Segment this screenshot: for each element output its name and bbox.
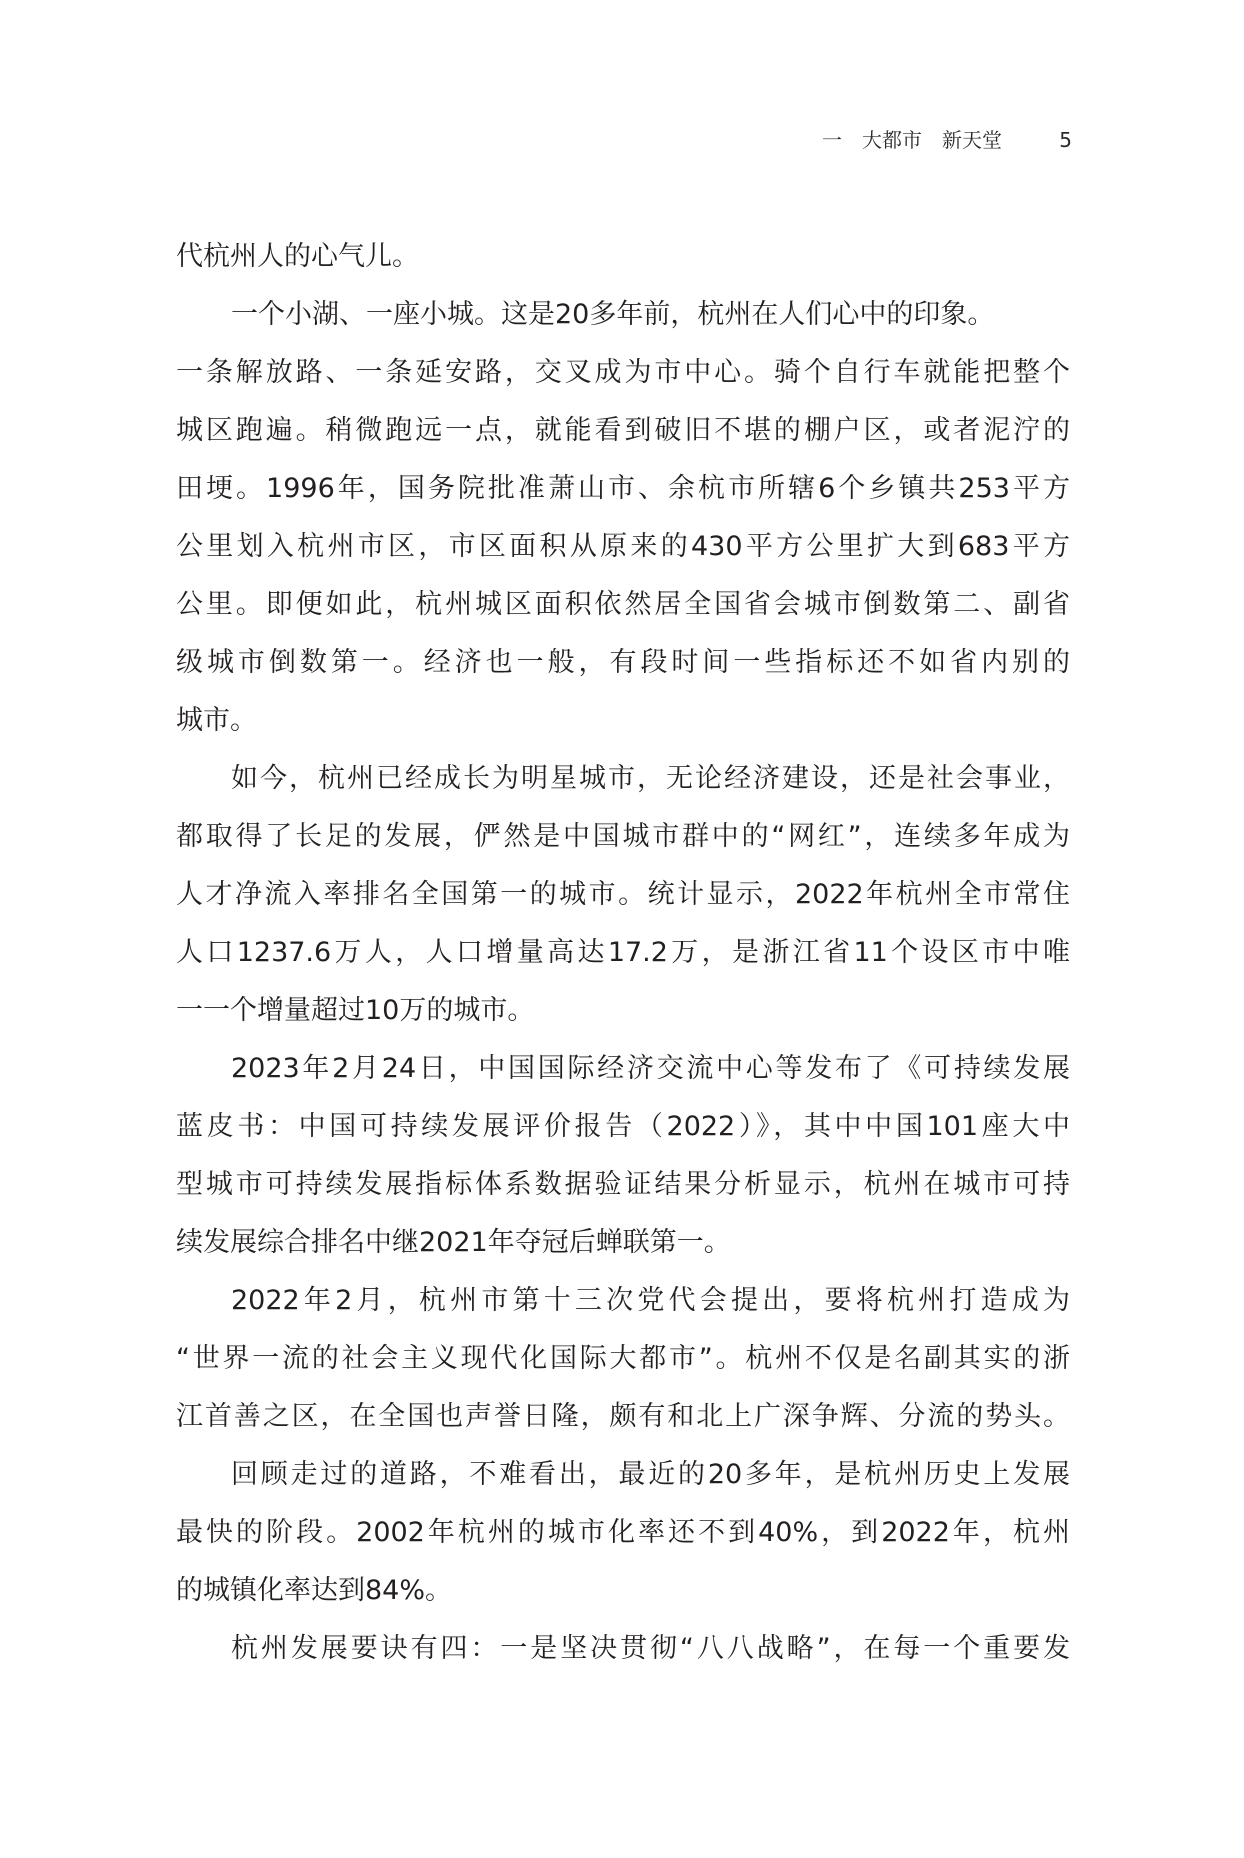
text-line: 人才净流入率排名全国第一的城市。统计显示，2022年杭州全市常住 bbox=[176, 879, 1070, 910]
text-line: 人口1237.6万人，人口增量高达17.2万，是浙江省11个设区市中唯 bbox=[176, 937, 1070, 968]
text-line: 2023年2月24日，中国国际经济交流中心等发布了《可持续发展 bbox=[231, 1053, 1070, 1084]
text-line: 都取得了长足的发展，俨然是中国城市群中的“网红”，连续多年成为 bbox=[176, 821, 1070, 852]
running-head-title: 一 大都市 新天堂 bbox=[822, 128, 1002, 152]
text-line: 城区跑遍。稍微跑远一点，就能看到破旧不堪的棚户区，或者泥泞的 bbox=[176, 415, 1070, 446]
text-line: 续发展综合排名中继2021年夺冠后蝉联第一。 bbox=[176, 1227, 731, 1258]
running-head bbox=[822, 126, 1072, 154]
text-line: 杭州发展要诀有四：一是坚决贯彻“八八战略”，在每一个重要发 bbox=[231, 1633, 1070, 1664]
text-line: 2022年2月，杭州市第十三次党代会提出，要将杭州打造成为 bbox=[231, 1285, 1070, 1316]
body-text bbox=[176, 228, 1070, 1678]
text-line: 如今，杭州已经成长为明星城市，无论经济建设，还是社会事业， bbox=[231, 763, 1070, 794]
text-line: “世界一流的社会主义现代化国际大都市”。杭州不仅是名副其实的浙 bbox=[176, 1343, 1070, 1374]
text-line: 回顾走过的道路，不难看出，最近的20多年，是杭州历史上发展 bbox=[231, 1459, 1070, 1490]
text-line: 城市。 bbox=[176, 705, 257, 736]
text-line: 一个小湖、一座小城。这是20多年前，杭州在人们心中的印象。 bbox=[231, 299, 995, 330]
text-line: 蓝皮书：中国可持续发展评价报告（2022）》，其中中国101座大中 bbox=[176, 1111, 1070, 1142]
text-line: 代杭州人的心气儿。 bbox=[176, 241, 419, 272]
text-line: 公里划入杭州市区，市区面积从原来的430平方公里扩大到683平方 bbox=[176, 531, 1070, 562]
text-line: 江首善之区，在全国也声誉日隆，颇有和北上广深争辉、分流的势头。 bbox=[176, 1401, 1070, 1432]
text-line: 一一个增量超过10万的城市。 bbox=[176, 995, 535, 1026]
text-line: 的城镇化率达到84%。 bbox=[176, 1575, 453, 1606]
text-line: 最快的阶段。2002年杭州的城市化率还不到40%，到2022年，杭州 bbox=[176, 1517, 1070, 1548]
page-number: 5 bbox=[1059, 128, 1072, 152]
text-line: 田埂。1996年，国务院批准萧山市、余杭市所辖6个乡镇共253平方 bbox=[176, 473, 1070, 504]
text-line: 一条解放路、一条延安路，交叉成为市中心。骑个自行车就能把整个 bbox=[176, 357, 1070, 388]
text-line: 级城市倒数第一。经济也一般，有段时间一些指标还不如省内别的 bbox=[176, 647, 1070, 678]
text-line: 公里。即便如此，杭州城区面积依然居全国省会城市倒数第二、副省 bbox=[176, 589, 1070, 620]
text-line: 型城市可持续发展指标体系数据验证结果分析显示，杭州在城市可持 bbox=[176, 1169, 1070, 1200]
